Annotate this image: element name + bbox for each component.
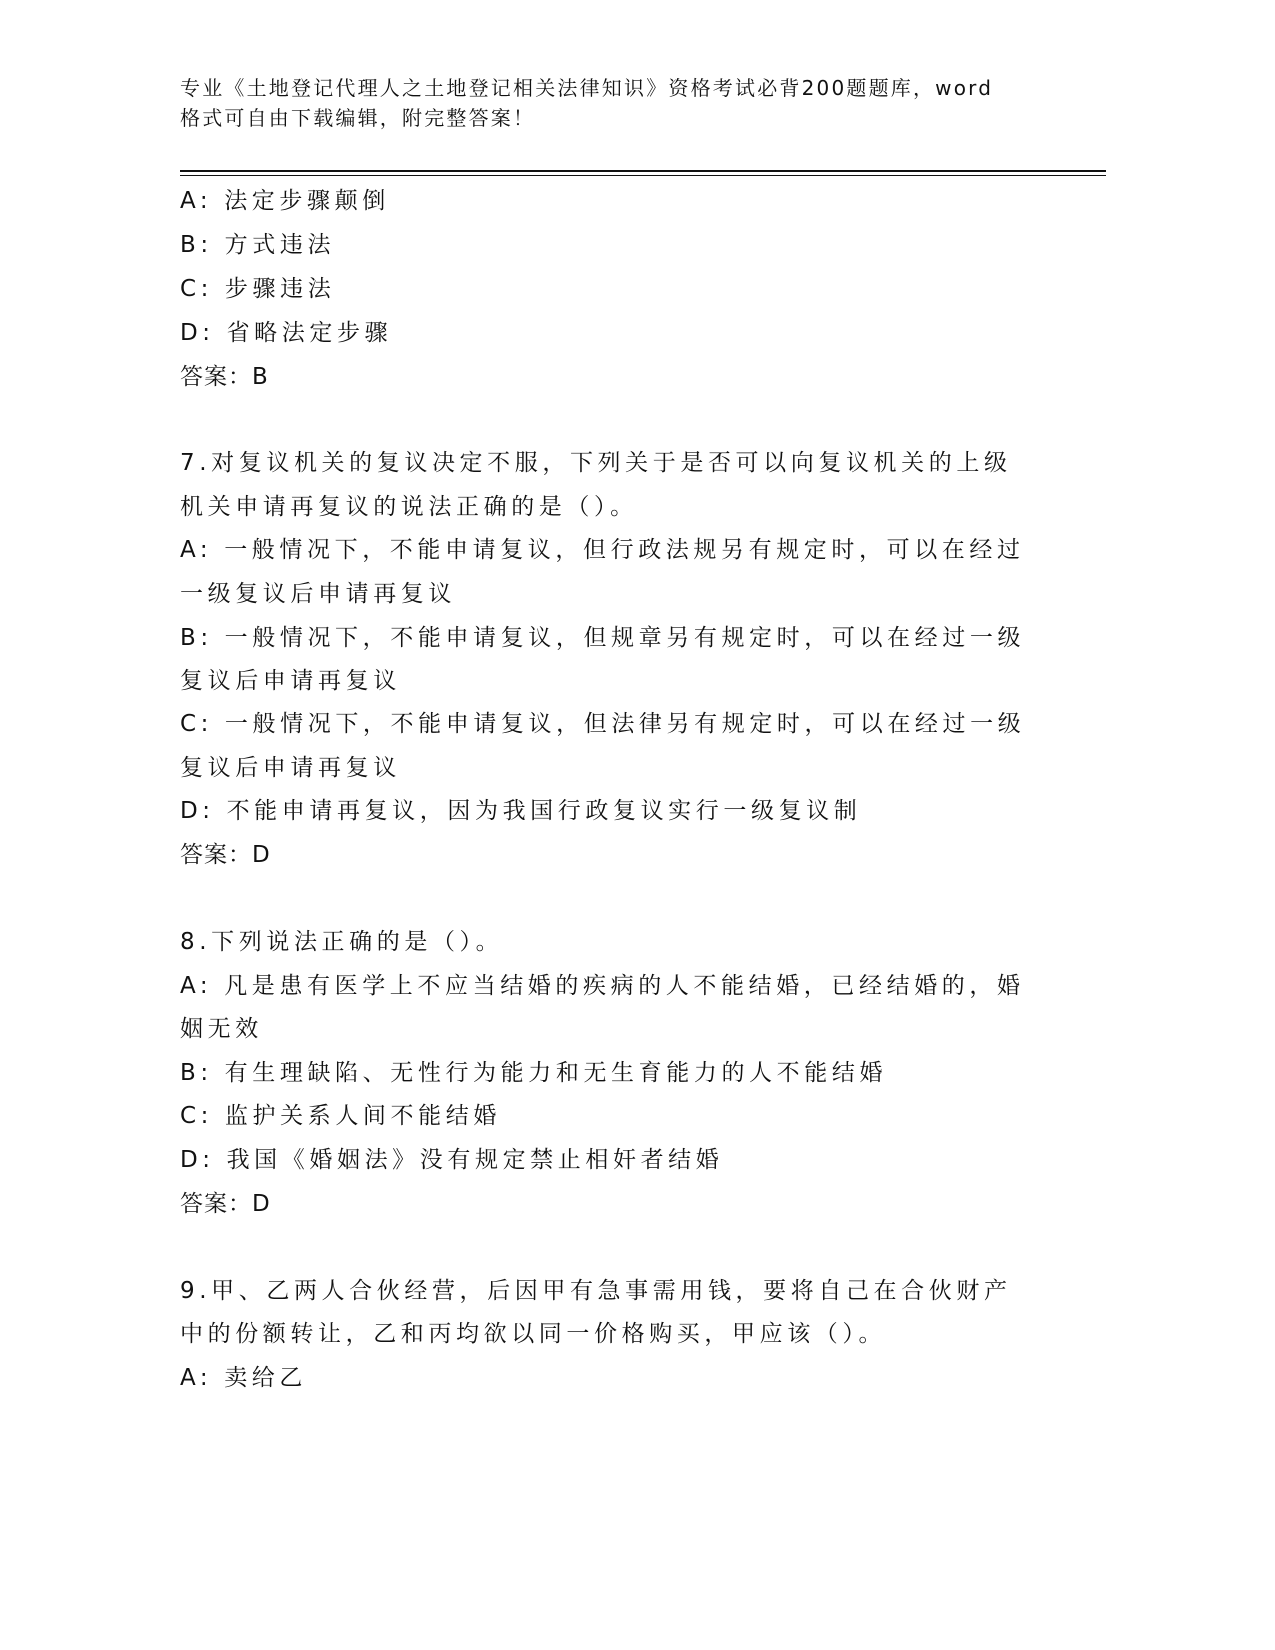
question-stem: 7.对复议机关的复议决定不服，下列关于是否可以向复议机关的上级 (180, 450, 1012, 476)
option-a: 一级复议后申请再复议 (180, 581, 456, 607)
option-b: B: 一般情况下，不能申请复议，但规章另有规定时，可以在经过一级 (180, 625, 1026, 651)
header-line-2: 格式可自由下载编辑，附完整答案！ (180, 106, 536, 130)
option-c: C: 一般情况下，不能申请复议，但法律另有规定时，可以在经过一级 (180, 711, 1026, 737)
question-stem: 中的份额转让，乙和丙均欲以同一价格购买，甲应该（）。 (180, 1321, 887, 1347)
option-a: A: 凡是患有医学上不应当结婚的疾病的人不能结婚，已经结婚的，婚 (180, 973, 1025, 999)
question-stem: 机关申请再复议的说法正确的是（）。 (180, 494, 638, 520)
option-c: C: 步骤违法 (180, 276, 336, 302)
option-b: B: 有生理缺陷、无性行为能力和无生育能力的人不能结婚 (180, 1060, 888, 1086)
answer: 答案：D (180, 842, 271, 868)
option-b: 复议后申请再复议 (180, 668, 401, 694)
header-divider-thin (180, 175, 1106, 176)
option-a: A: 一般情况下，不能申请复议，但行政法规另有规定时，可以在经过 (180, 537, 1025, 563)
option-a: A: 卖给乙 (180, 1365, 307, 1391)
option-d: D: 不能申请再复议，因为我国行政复议实行一级复议制 (180, 798, 862, 824)
option-b: B: 方式违法 (180, 232, 336, 258)
option-c: C: 监护关系人间不能结婚 (180, 1103, 501, 1129)
option-c: 复议后申请再复议 (180, 755, 401, 781)
option-a: A: 法定步骤颠倒 (180, 188, 390, 214)
answer: 答案：D (180, 1191, 271, 1217)
header-line-1: 专业《土地登记代理人之土地登记相关法律知识》资格考试必背200题题库，word (180, 76, 994, 100)
header-divider-thick (180, 170, 1106, 172)
option-d: D: 我国《婚姻法》没有规定禁止相奸者结婚 (180, 1147, 724, 1173)
answer: 答案：B (180, 364, 269, 390)
question-stem: 8.下列说法正确的是（）。 (180, 929, 504, 955)
option-a: 姻无效 (180, 1016, 263, 1042)
question-stem: 9.甲、乙两人合伙经营，后因甲有急事需用钱，要将自己在合伙财产 (180, 1278, 1012, 1304)
option-d: D: 省略法定步骤 (180, 320, 393, 346)
